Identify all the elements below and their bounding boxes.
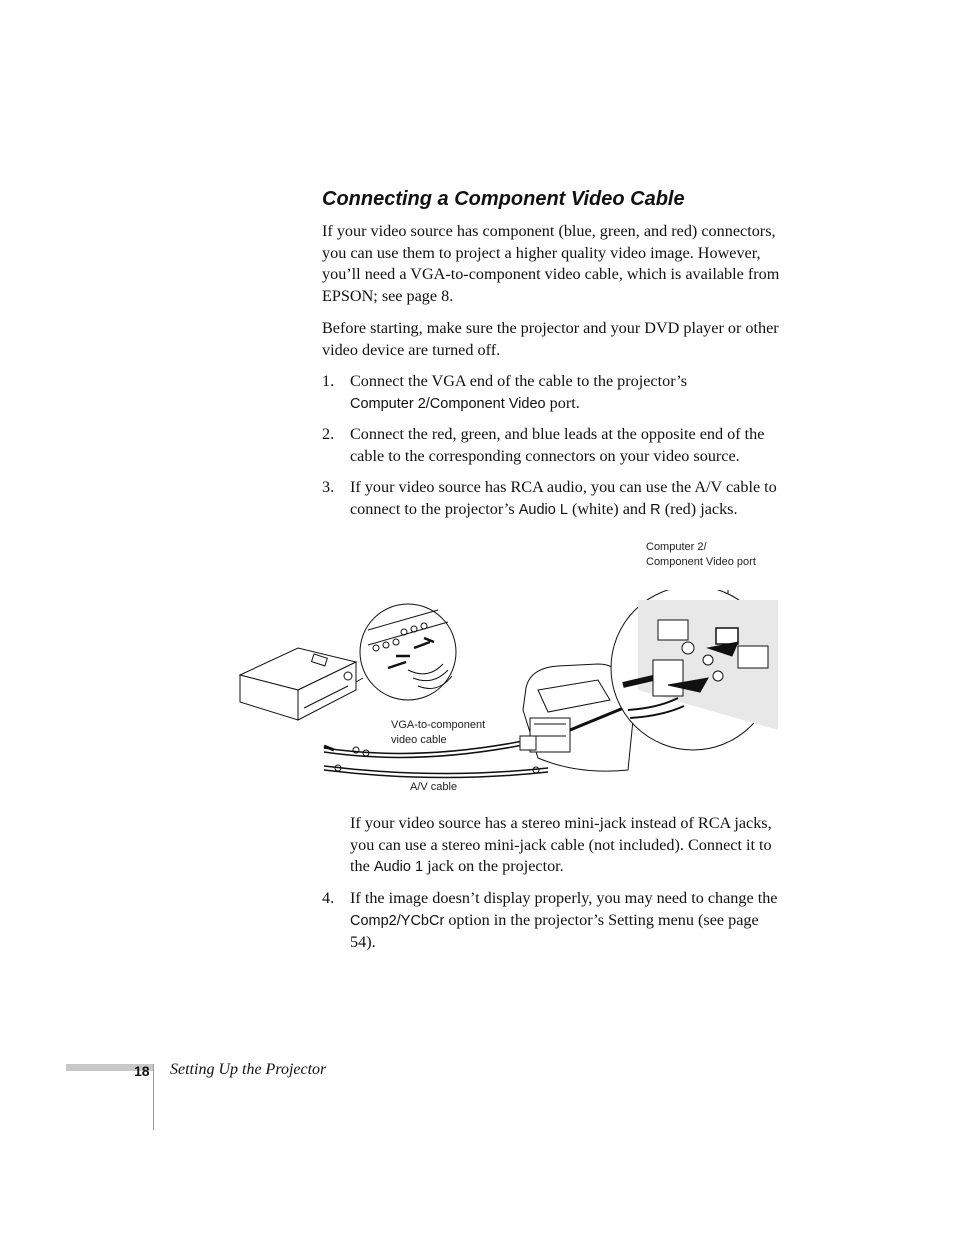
chapter-title: Setting Up the Projector xyxy=(170,1061,327,1078)
source-connector-zoom xyxy=(356,604,456,700)
projector-port-zoom xyxy=(611,590,778,750)
caption-line: Component Video port xyxy=(646,556,756,568)
connection-illustration xyxy=(238,590,783,790)
page-number: 18 xyxy=(134,1063,150,1079)
step-text: port. xyxy=(545,393,580,412)
step-number: 2. xyxy=(322,425,335,443)
ui-term: Comp2/YCbCr xyxy=(350,912,445,929)
caption-line: VGA-to-component xyxy=(391,719,486,731)
step-text: Connect the red, green, and blue leads at the opposite end of the cable to the corresponding connectors on your video source. xyxy=(350,425,765,465)
ui-term: Audio 1 xyxy=(373,859,424,875)
footer-rule xyxy=(153,1064,154,1130)
dvd-player-drawing xyxy=(240,648,356,720)
ui-term: R xyxy=(650,501,661,518)
intro-paragraph: If your video source has component (blue, green, and red) connectors, you can use them to project a higher quality video image. However, you’ll need a VGA-to-component video cable, which is available from EPSON; see page 8. xyxy=(322,222,780,305)
caption-line: video cable xyxy=(391,734,447,746)
section-heading: Connecting a Component Video Cable xyxy=(322,188,685,210)
step-text: (red) jacks. xyxy=(660,499,738,518)
step-text: If your video source has RCA audio, you can use the A/V cable to connect to the projector’s xyxy=(350,478,777,518)
step-text: option in the projector’s Setting menu (see page 54). xyxy=(350,910,759,951)
step-text: Connect the VGA end of the cable to the projector’s xyxy=(350,372,687,390)
av-cable-callout: A/V cable xyxy=(410,781,458,793)
cable-drawing xyxy=(324,736,548,778)
step-number: 4. xyxy=(322,889,335,907)
step-4 xyxy=(322,888,786,954)
caption-line: Computer 2/ xyxy=(646,541,707,553)
step-2 xyxy=(322,424,786,467)
step-1 xyxy=(322,371,786,415)
port-callout xyxy=(646,540,756,570)
ui-term: Audio L xyxy=(518,501,568,518)
minijack-paragraph xyxy=(350,813,786,879)
ui-term: Computer 2/Component Video xyxy=(350,395,546,412)
step-text: (white) and xyxy=(567,499,651,518)
step-text: If the image doesn’t display properly, you may need to change the xyxy=(350,889,778,907)
step-3 xyxy=(322,477,786,521)
step-number: 3. xyxy=(322,478,335,496)
para-text: jack on the projector. xyxy=(423,857,564,875)
before-paragraph: Before starting, make sure the projector and your DVD player or other video device are turned off. xyxy=(322,319,779,359)
step-number: 1. xyxy=(322,372,335,390)
para-text: If your video source has a stereo mini-jack instead of RCA jacks, you can use a stereo mini-jack cable (not included). Connect it to the xyxy=(350,814,772,875)
